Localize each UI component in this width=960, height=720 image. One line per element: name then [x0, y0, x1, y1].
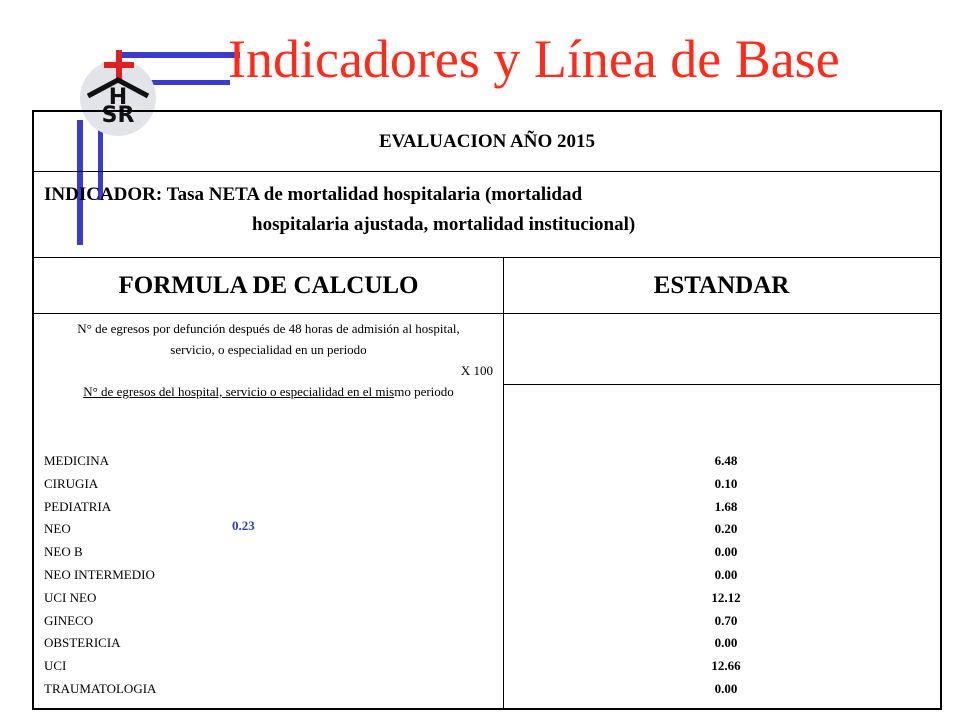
list-item: UCI NEO	[44, 589, 97, 605]
list-item: OBSTERICIA	[44, 635, 121, 651]
list-item: 0.00	[714, 566, 738, 582]
list-item: 0.00	[714, 635, 738, 651]
indicator-line-1	[44, 180, 930, 210]
standard-values	[504, 450, 940, 701]
formula-numerator: N° de egresos por defunción después de 48 horas de admisión al hospital, servicio, o especialidad en un periodo	[77, 321, 460, 357]
evaluation-row	[34, 112, 940, 172]
list-item: 0.20	[714, 521, 738, 537]
evaluation-label: EVALUACION AÑO 2015	[378, 130, 596, 152]
formula-multiplier: X 100	[460, 363, 493, 378]
indicator-text-2: hospitalaria ajustada, mortalidad institucional)	[252, 214, 636, 235]
formula-denominator	[34, 381, 503, 402]
standard-divider	[504, 384, 940, 385]
svg-text:H: H	[108, 85, 128, 110]
list-item: PEDIATRIA	[44, 498, 112, 514]
indicator-row	[34, 172, 940, 258]
service-list	[44, 450, 156, 701]
list-item: NEO INTERMEDIO	[44, 566, 155, 582]
list-item: CIRUGIA	[44, 475, 99, 491]
list-item: NEO	[44, 521, 71, 537]
indicator-text-1: Tasa NETA de mortalidad hospitalaria (mortalidad	[166, 184, 583, 205]
formula-denominator-underlined: N° de egresos del hospital, servicio o especialidad en el mis	[83, 384, 395, 399]
list-item: 0.70	[714, 612, 738, 628]
list-item: 1.68	[714, 498, 738, 514]
page-title: Indicadores y Línea de Base	[228, 29, 840, 89]
svg-text:SR: SR	[101, 103, 135, 128]
list-item: 0.10	[714, 475, 738, 491]
formula-denominator-rest: mo periodo	[394, 384, 454, 399]
list-item: 12.66	[711, 658, 741, 674]
list-item: 0.00	[714, 680, 738, 696]
list-item: 12.12	[711, 589, 741, 605]
standard-header: ESTANDAR	[653, 272, 790, 299]
list-item: 6.48	[714, 453, 738, 468]
list-item: GINECO	[44, 612, 94, 628]
indicator-label: INDICADOR:	[44, 184, 163, 205]
list-item: NEO B	[44, 544, 83, 560]
list-item: 0.00	[714, 544, 738, 560]
indicator-table	[32, 110, 942, 710]
formula-header: FORMULA DE CALCULO	[118, 272, 419, 299]
list-item: TRAUMATOLOGIA	[44, 680, 157, 696]
header-row	[34, 258, 940, 314]
neo-inline-value: 0.23	[232, 518, 255, 533]
formula-block	[34, 318, 503, 402]
list-item: UCI	[44, 658, 67, 674]
list-item: MEDICINA	[44, 453, 109, 468]
